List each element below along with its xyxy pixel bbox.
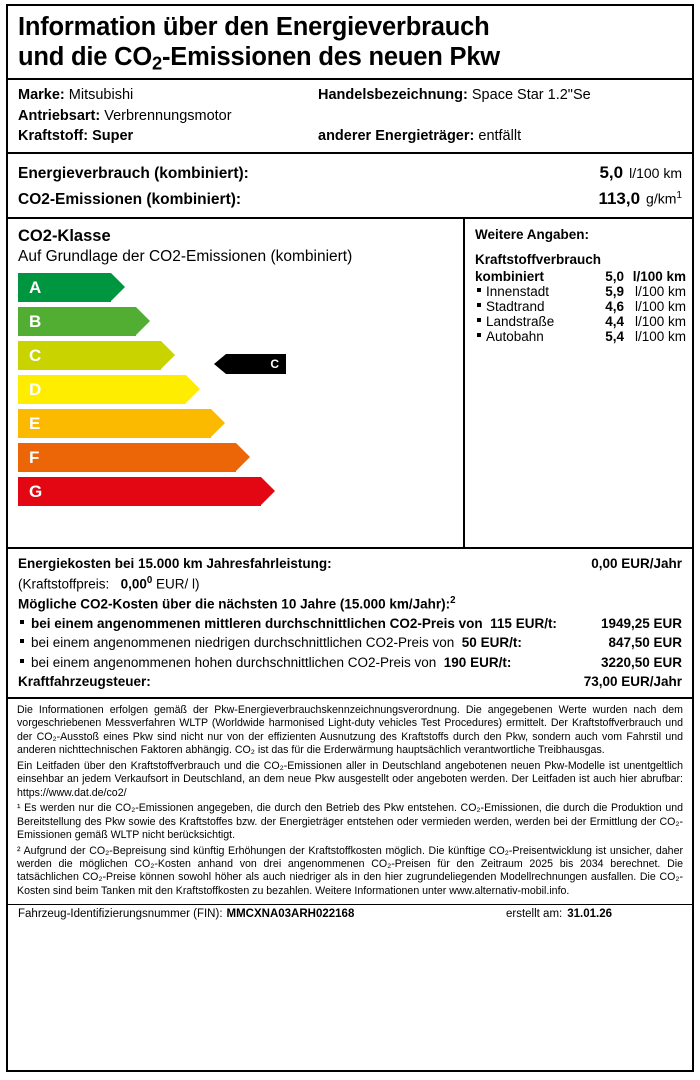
kombiniert-value: 5,0 bbox=[605, 268, 624, 284]
vehicle-row-2 bbox=[18, 106, 682, 127]
verbrauch-name: Innenstadt bbox=[486, 283, 550, 299]
energiekosten-row bbox=[18, 554, 682, 574]
co2-class-bar-d bbox=[18, 374, 453, 405]
co2-class-bar-shape bbox=[18, 273, 111, 302]
co2-price-rows bbox=[18, 614, 682, 673]
energiekosten-value: 0,00 EUR/Jahr bbox=[591, 556, 682, 572]
energieverbrauch-unit: l/100 km bbox=[629, 165, 682, 182]
co2-price-text: bei einem angenommenen hohen durchschnittlichen CO2-Preis von 190 EUR/t: bbox=[31, 654, 512, 670]
co2-class-bar-shape bbox=[18, 375, 186, 404]
label-frame bbox=[6, 4, 694, 1072]
co2-class-bar-label: E bbox=[29, 413, 41, 433]
co2-emissionen-unit: $g/km^1$ bbox=[646, 189, 682, 207]
page-title-line1-text: Information über den Energieverbrauch bbox=[18, 13, 490, 41]
co2-price-text: bei einem angenommenen mittleren durchschnittlichen CO2-Preis von 115 EUR/t: bbox=[31, 615, 557, 631]
co2-class-bar-b bbox=[18, 306, 453, 337]
co2-class-indicator-label: C bbox=[270, 357, 279, 372]
legal-paragraph-1: Die Informationen erfolgen gemäß der Pkw-Energieverbrauchskennzeichnungsverordnung. Die angegebenen Werte wurden nach dem vorgeschriebenen Messverfahren WLTP (Worldwide harmonised Light-duty vehicles Test Procedures) ermittelt. Der Kraftstoffverbrauch und der CO₂-Ausstoß eines Pkw sind nicht nur von der effizienten Ausnutzung des Kraftstoffs durch den Pkw, sondern auch vom Fahrstil und anderen nichttechnischen Faktoren abhängig. CO₂ ist das für die Erderwärmung hauptsächlich verantwortliche Treibhausgas. bbox=[17, 703, 683, 757]
kraftstoffpreis-row bbox=[18, 574, 682, 594]
kraftstoffverbrauch-title: Kraftstoffverbrauch bbox=[475, 252, 602, 268]
weitere-angaben-rows bbox=[475, 284, 686, 344]
energiekosten-label: Energiekosten bei 15.000 km Jahresfahrleistung: bbox=[18, 556, 332, 572]
kraftstoffpreis-label: (Kraftstoffpreis: bbox=[18, 576, 110, 592]
footer bbox=[8, 905, 692, 920]
footnote-marker-2: 2 bbox=[450, 594, 456, 606]
verbrauch-value: 4,6 bbox=[605, 298, 624, 314]
moegliche-co2-kosten-heading: Mögliche CO2-Kosten über die nächsten 10 Jahre (15.000 km/Jahr):$^2$ bbox=[18, 594, 456, 612]
verbrauch-name: Landstraße bbox=[486, 313, 555, 329]
created-date: 31.01.26 bbox=[567, 908, 612, 921]
verbrauch-row bbox=[475, 329, 686, 344]
co2-class-bar-label: B bbox=[29, 311, 42, 331]
co2-price-row bbox=[18, 633, 682, 653]
legal-footnote-2: ² Aufgrund der CO₂-Bepreisung sind künftig Erhöhungen der Kraftstoffkosten möglich. Die künftige CO₂-Preisentwicklung ist unsicher, daher werden die möglichen CO₂-Kosten anhand von drei angenommenen CO₂-Preisen für den Zeitraum 2025 bis 2034 berechnet. Die tatsächlichen CO₂-Preise können sowohl höher als auch niedriger als in den hier zugrundeliegenden Modellrechnungen ausfallen. Die CO₂-Kosten sind beim Tanken mit den Kraftstoffkosten zu bezahlen. Weitere Informationen unter www.alternativ-mobil.info. bbox=[17, 844, 683, 897]
verbrauch-row bbox=[475, 299, 686, 314]
co2-class-bar-e bbox=[18, 408, 453, 439]
bullet-icon bbox=[20, 639, 24, 643]
kombiniert-unit: l/100 km bbox=[632, 268, 686, 284]
co2-class-panel bbox=[8, 219, 463, 547]
co2-klasse-subheading: Auf Grundlage der CO2-Emissionen (kombiniert) bbox=[18, 248, 353, 266]
verbrauch-name: Autobahn bbox=[486, 328, 544, 344]
verbrauch-unit: l/100 km bbox=[634, 328, 686, 344]
co2-class-indicator bbox=[226, 351, 286, 377]
co2-emissionen-value: 113,0 bbox=[598, 188, 641, 208]
kraftstoff-value: Super bbox=[92, 128, 134, 145]
co2-class-bar-label: D bbox=[29, 379, 42, 399]
co2-class-bar-shape bbox=[18, 409, 211, 438]
vehicle-row-3 bbox=[18, 126, 682, 147]
bullet-icon bbox=[477, 318, 481, 322]
bullet-icon bbox=[20, 620, 24, 624]
verbrauch-row bbox=[475, 284, 686, 299]
co2-klasse-heading: CO2-Klasse bbox=[18, 227, 111, 246]
co2-class-bar-shape bbox=[18, 477, 261, 506]
co2-class-bar-label: F bbox=[29, 447, 40, 467]
bullet-icon bbox=[477, 288, 481, 292]
co2-price-row bbox=[18, 614, 682, 634]
marke-value: Mitsubishi bbox=[68, 87, 134, 104]
fin-value: MMCXNA03ARH022168 bbox=[226, 908, 355, 921]
bullet-icon bbox=[477, 333, 481, 337]
bullet-icon bbox=[477, 303, 481, 307]
co2-price-text: bei einem angenommenen niedrigen durchschnittlichen CO2-Preis von 50 EUR/t: bbox=[31, 635, 522, 651]
co2-class-bar-label: A bbox=[29, 277, 42, 297]
co2-class-bar-label: C bbox=[29, 345, 42, 365]
co2-class-bar-a bbox=[18, 272, 453, 303]
co2-class-bar-f bbox=[18, 442, 453, 473]
weitere-angaben-title: Weitere Angaben: bbox=[475, 227, 590, 243]
energieverbrauch-row bbox=[18, 160, 682, 186]
co2-subscript: 2 bbox=[41, 190, 50, 208]
verbrauch-unit: l/100 km bbox=[634, 298, 686, 314]
vehicle-info bbox=[8, 80, 692, 152]
page-title-line2: und die $CO_2$-Emissionen des neuen Pkw bbox=[18, 43, 500, 74]
verbrauch-value: 5,9 bbox=[605, 283, 624, 299]
co2-class-bar-shape bbox=[18, 341, 161, 370]
energieverbrauch-label: Energieverbrauch (kombiniert): bbox=[18, 165, 249, 183]
handelsbezeichnung-value: Space Star 1.2"Se bbox=[471, 87, 591, 104]
verbrauch-row bbox=[475, 314, 686, 329]
kraftstoffpreis-value: 0,00 bbox=[120, 576, 147, 592]
kfz-steuer-label: Kraftfahrzeugsteuer: bbox=[18, 674, 151, 690]
co2-subscript: 2 bbox=[172, 248, 181, 266]
bullet-icon bbox=[20, 659, 24, 663]
kraftstoff-label: Kraftstoff: bbox=[18, 128, 89, 145]
anderer-energietraeger-label: anderer Energieträger: bbox=[318, 128, 475, 145]
verbrauch-unit: l/100 km bbox=[634, 313, 686, 329]
verbrauch-unit: l/100 km bbox=[634, 283, 686, 299]
co2-price-total: 3220,50 EUR bbox=[600, 654, 682, 670]
co2-class-bars bbox=[18, 272, 453, 507]
co2-price-total: 1949,25 EUR bbox=[600, 615, 682, 631]
legal-text bbox=[8, 699, 692, 904]
weitere-angaben-panel bbox=[463, 219, 692, 547]
vehicle-row-1 bbox=[18, 85, 682, 106]
class-and-details bbox=[8, 219, 692, 547]
co2-subscript: 2 bbox=[152, 52, 163, 74]
legal-footnote-1: ¹ Es werden nur die CO₂-Emissionen angegeben, die durch den Betrieb des Pkw entstehen. CO₂-Emissionen, die durch die Produktion und Bereitstellung des Pkw sowie des Kraftstoffes bzw. der Energieträger entstehen oder vermieden werden, werden bei der Ermittlung der CO₂-Emissionen gemäß WLTP nicht berücksichtigt. bbox=[17, 802, 683, 842]
antriebsart-label: Antriebsart: bbox=[18, 107, 101, 124]
fin-label: Fahrzeug-Identifizierungsnummer (FIN): bbox=[18, 908, 223, 921]
energieverbrauch-value: 5,0 bbox=[599, 163, 624, 183]
verbrauch-value: 4,4 bbox=[605, 313, 624, 329]
created-label: erstellt am: bbox=[505, 908, 563, 921]
page-title bbox=[8, 6, 692, 78]
costs-section bbox=[8, 549, 692, 697]
verbrauch-value: 5,4 bbox=[605, 328, 624, 344]
kfz-steuer-row bbox=[18, 672, 682, 692]
antriebsart-value: Verbrennungsmotor bbox=[104, 107, 232, 124]
footnote-marker-1: 1 bbox=[676, 189, 682, 201]
anderer-energietraeger-value: entfällt bbox=[478, 128, 522, 145]
kombiniert-label: kombiniert bbox=[475, 268, 545, 284]
handelsbezeichnung-label: Handelsbezeichnung: bbox=[318, 87, 468, 104]
marke-label: Marke: bbox=[18, 87, 65, 104]
kraftstoffverbrauch-kombiniert-row bbox=[475, 269, 686, 284]
co2-emissionen-row: CO2-Emissionen (kombiniert): 113,0 $g/km^1$ bbox=[18, 186, 682, 212]
consumption-summary bbox=[8, 154, 692, 217]
co2-subscript: 2 bbox=[100, 596, 109, 612]
kfz-steuer-value: 73,00 EUR/Jahr bbox=[583, 674, 682, 690]
co2-class-bar-shape bbox=[18, 443, 236, 472]
co2-class-bar-g bbox=[18, 476, 453, 507]
co2-class-bar-shape bbox=[18, 307, 136, 336]
verbrauch-name: Stadtrand bbox=[486, 298, 545, 314]
kraftstoffpreis-tail: EUR/ l) bbox=[156, 576, 200, 592]
co2-price-total: 847,50 EUR bbox=[608, 635, 682, 651]
co2-price-row bbox=[18, 653, 682, 673]
page-title-line1 bbox=[18, 12, 682, 42]
kraftstoffpreis-sup: 0 bbox=[146, 574, 153, 586]
co2-class-bar-label: G bbox=[29, 481, 43, 501]
co2-subscript: 2 bbox=[42, 227, 52, 246]
legal-paragraph-2: Ein Leitfaden über den Kraftstoffverbrauch und die CO₂-Emissionen aller in Deutschland angebotenen neuen Pkw-Modelle ist unentgeltlich einsehbar an jedem Verkaufsort in Deutschland, an dem neue Pkw ausgestellt oder angeboten werden. Der Leitfaden ist auch hier abrufbar: https://www.dat.de/co2/ bbox=[17, 759, 683, 799]
